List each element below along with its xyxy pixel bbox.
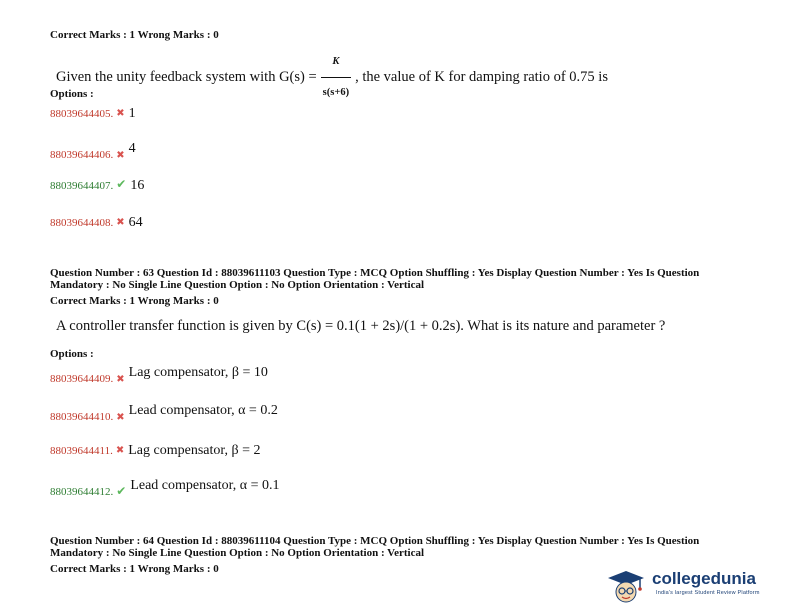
q63-marks: Correct Marks : 1 Wrong Marks : 0 xyxy=(50,295,219,307)
option-text: 4 xyxy=(128,141,136,156)
q63-option-4 xyxy=(50,476,280,499)
q62-text-after: , the value of K for damping ratio of 0.75 is xyxy=(355,68,608,85)
q62-option-1 xyxy=(50,104,136,122)
cross-mark-icon: ✖ xyxy=(116,412,125,423)
option-id: 88039644410. xyxy=(50,411,114,423)
option-id: 88039644407. xyxy=(50,180,114,192)
option-id: 88039644405. xyxy=(50,108,114,120)
q62-text-before: Given the unity feedback system with G(s) = xyxy=(56,68,317,85)
option-text: 64 xyxy=(128,215,143,230)
collegedunia-logo xyxy=(604,566,792,606)
q62-fraction xyxy=(321,47,351,108)
option-id: 88039644406. xyxy=(50,149,114,161)
q64-header-line1: Question Number : 64 Question Id : 88039611104 Question Type : MCQ Option Shuffling : Yes Display Question Number : Yes Is Question xyxy=(50,535,700,547)
option-id: 88039644412. xyxy=(50,486,114,498)
q62-frac-den: s(s+6) xyxy=(321,77,351,108)
option-text: 1 xyxy=(128,106,136,121)
q62-option-4 xyxy=(50,213,143,231)
q63-options-label: Options : xyxy=(50,348,94,360)
option-text: 16 xyxy=(130,178,145,193)
cross-mark-icon: ✖ xyxy=(116,108,125,119)
q62-question-text xyxy=(56,47,608,108)
q63-option-3 xyxy=(50,441,261,459)
q62-options-label: Options : xyxy=(50,88,94,100)
q63-header-line1: Question Number : 63 Question Id : 88039611103 Question Type : MCQ Option Shuffling : Yes Display Question Number : Yes Is Question xyxy=(50,267,700,279)
logo-tagline: India's largest Student Review Platform xyxy=(656,590,760,596)
option-text: Lead compensator, α = 0.2 xyxy=(128,403,278,418)
q63-question-text: A controller transfer function is given by C(s) = 0.1(1 + 2s)/(1 + 0.2s). What is its nature and parameter ? xyxy=(56,318,666,334)
graduate-mascot-icon xyxy=(604,566,650,606)
cross-mark-icon: ✖ xyxy=(116,217,125,228)
cross-mark-icon: ✖ xyxy=(115,445,125,456)
q64-marks: Correct Marks : 1 Wrong Marks : 0 xyxy=(50,563,219,575)
cross-mark-icon: ✖ xyxy=(116,150,125,161)
check-mark-icon: ✔ xyxy=(116,484,127,498)
q62-frac-num: K xyxy=(332,56,340,67)
q63-option-1 xyxy=(50,363,268,385)
check-mark-icon: ✔ xyxy=(116,177,127,191)
q63-header-line2: Mandatory : No Single Line Question Option : No Option Orientation : Vertical xyxy=(50,279,425,291)
option-text: Lag compensator, β = 2 xyxy=(128,443,261,458)
q64-header-line2: Mandatory : No Single Line Question Option : No Option Orientation : Vertical xyxy=(50,547,425,559)
q62-option-2 xyxy=(50,139,136,161)
option-id: 88039644408. xyxy=(50,217,114,229)
option-text: Lead compensator, α = 0.1 xyxy=(130,478,280,493)
q62-option-3 xyxy=(50,176,144,194)
cross-mark-icon: ✖ xyxy=(116,374,125,385)
logo-name: collegedunia xyxy=(652,569,756,588)
option-id: 88039644411. xyxy=(50,445,113,457)
q63-option-2 xyxy=(50,401,278,423)
q62-marks: Correct Marks : 1 Wrong Marks : 0 xyxy=(50,29,219,41)
option-text: Lag compensator, β = 10 xyxy=(128,365,268,380)
option-id: 88039644409. xyxy=(50,373,114,385)
